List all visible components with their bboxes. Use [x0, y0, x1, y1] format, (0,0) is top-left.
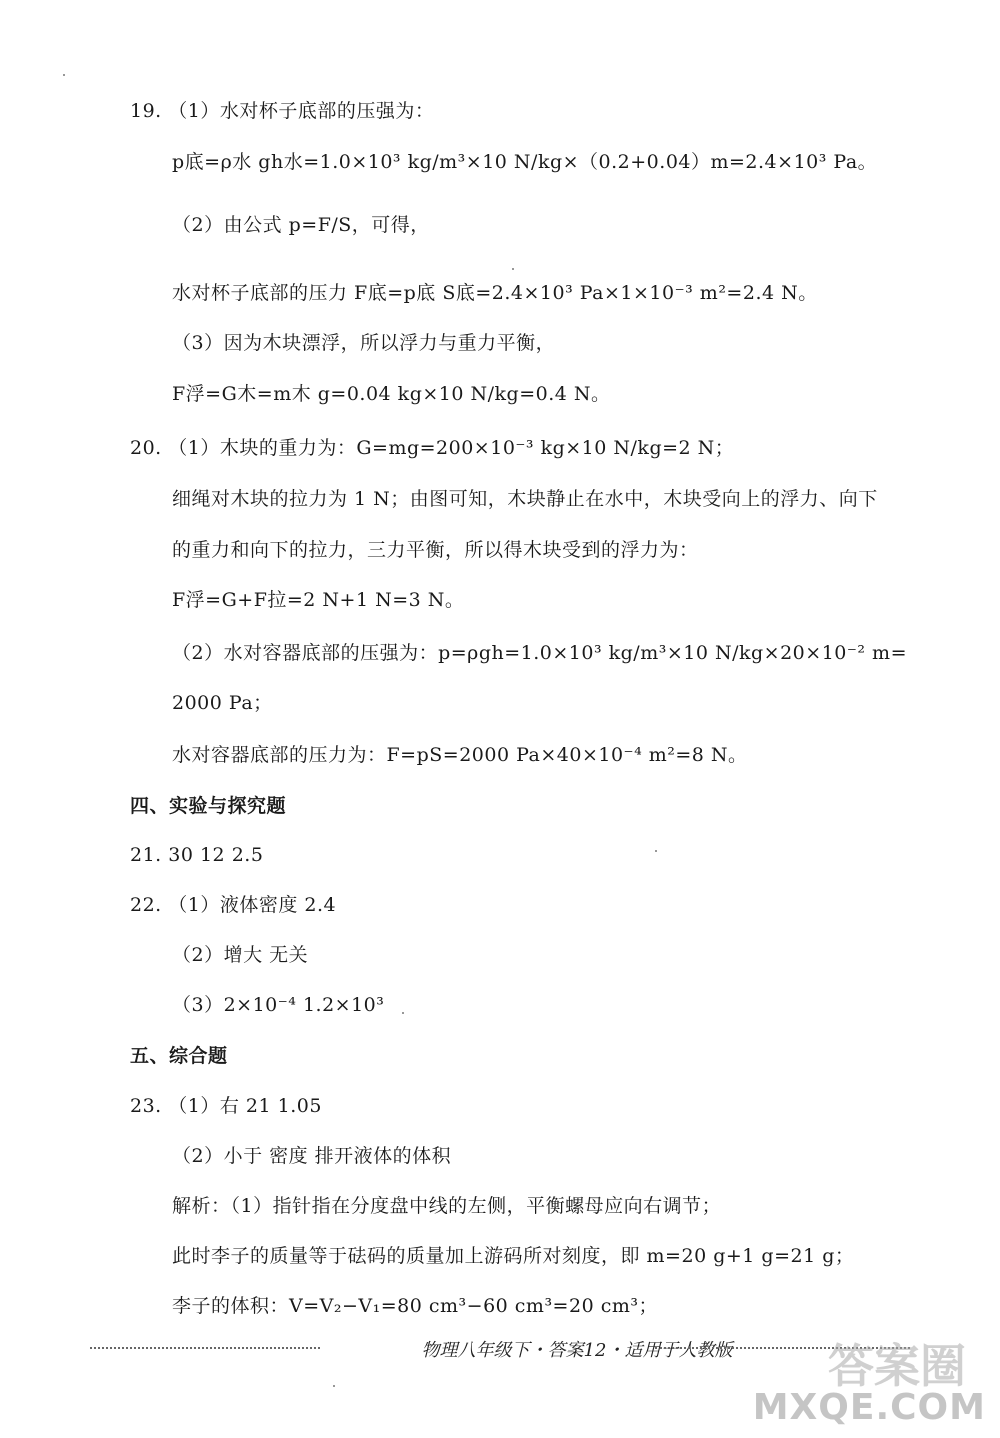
- answer-line: （2）小于 密度 排开液体的体积: [172, 1145, 452, 1167]
- answer-line: （2）水对容器底部的压强为：p=ρgh=1.0×10³ kg/m³×10 N/kg×20×10⁻² m=: [172, 642, 907, 664]
- scan-speck: [512, 268, 514, 270]
- answer-line: 此时李子的质量等于砝码的质量加上游码所对刻度，即 m=20 g+1 g=21 g；: [172, 1245, 855, 1267]
- answer-line: 22. （1）液体密度 2.4: [130, 894, 337, 916]
- answer-line: （3）因为木块漂浮，所以浮力与重力平衡，: [172, 332, 556, 354]
- scan-speck: [333, 1385, 335, 1387]
- watermark: [752, 1328, 986, 1428]
- section-heading: 四、实验与探究题: [130, 795, 287, 817]
- page-footer: [90, 1330, 910, 1370]
- answer-line: 解析：（1）指针指在分度盘中线的左侧，平衡螺母应向右调节；: [172, 1195, 722, 1217]
- scan-speck: [63, 74, 65, 76]
- answer-line: 李子的体积：V=V₂−V₁=80 cm³−60 cm³=20 cm³；: [172, 1295, 658, 1317]
- answer-line: p底=ρ水 gh水=1.0×10³ kg/m³×10 N/kg×（0.2+0.04）m=2.4×10³ Pa。: [172, 151, 878, 173]
- answer-line: （3）2×10⁻⁴ 1.2×10³: [172, 994, 385, 1016]
- answer-line: 的重力和向下的拉力，三力平衡，所以得木块受到的浮力为：: [172, 539, 699, 561]
- scan-speck: [655, 850, 657, 852]
- answer-line: 水对杯子底部的压力 F底=p底 S底=2.4×10³ Pa×1×10⁻³ m²=2.4 N。: [172, 282, 818, 304]
- footer-text: 物理八年级下・答案12・适用于人教版: [412, 1336, 742, 1362]
- answer-line: 20. （1）木块的重力为：G=mg=200×10⁻³ kg×10 N/kg=2 N；: [130, 437, 735, 459]
- answer-line: F浮=G+F拉=2 N+1 N=3 N。: [172, 589, 465, 611]
- scan-speck: [402, 1012, 404, 1014]
- answer-line: 水对容器底部的压力为：F=pS=2000 Pa×40×10⁻⁴ m²=8 N。: [172, 744, 748, 766]
- answer-line: （2）增大 无关: [172, 944, 309, 966]
- answer-line: 21. 30 12 2.5: [130, 844, 264, 866]
- answer-line: 细绳对木块的拉力为 1 N；由图可知，木块静止在水中，木块受向上的浮力、向下: [172, 488, 878, 510]
- watermark-text: MXQE.COM: [752, 1387, 986, 1428]
- answer-line: （2）由公式 p=F/S，可得，: [172, 214, 430, 236]
- answer-line: 23. （1）右 21 1.05: [130, 1095, 322, 1117]
- answer-line: F浮=G木=m木 g=0.04 kg×10 N/kg=0.4 N。: [172, 383, 611, 405]
- answer-line: 19. （1）水对杯子底部的压强为：: [130, 100, 435, 122]
- footer-dotted-rule-left: [90, 1347, 320, 1349]
- answer-line: 2000 Pa；: [172, 692, 273, 714]
- watermark-logo: 答案圈: [828, 1339, 966, 1393]
- section-heading: 五、综合题: [130, 1045, 228, 1067]
